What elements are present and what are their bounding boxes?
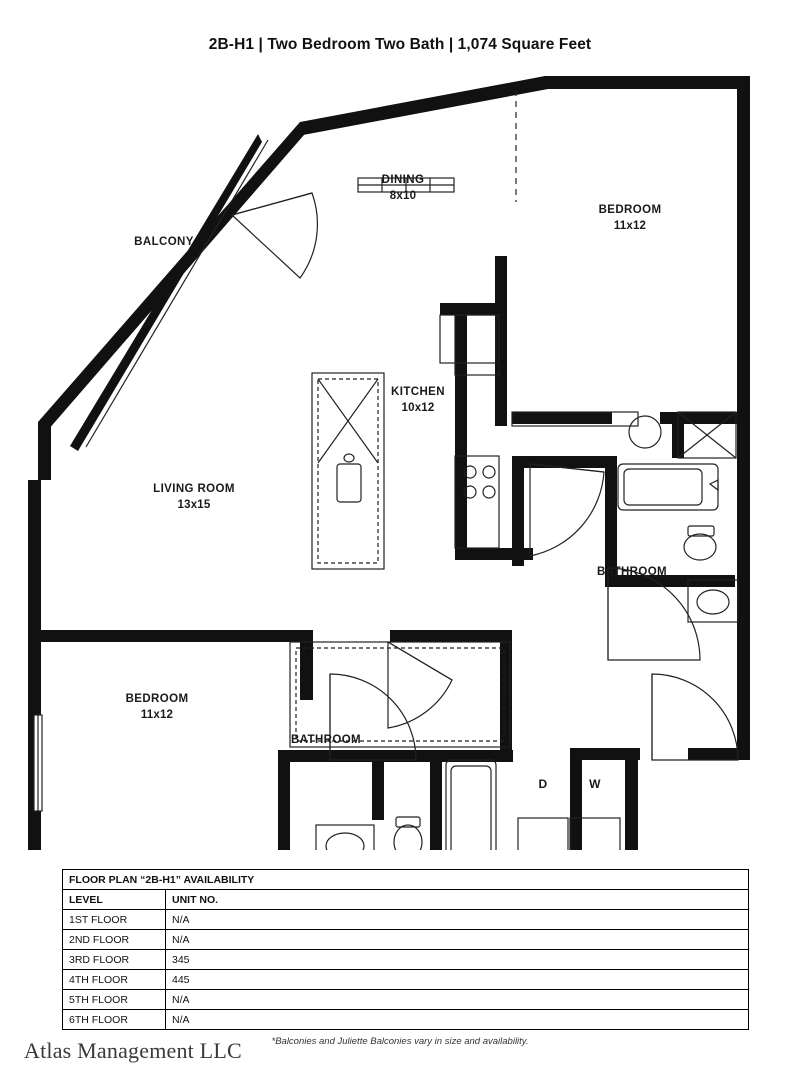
room-label-bedroom-primary: BEDROOM 11x12 — [598, 204, 662, 232]
room-label-bathroom-secondary: BATHROOM — [290, 734, 362, 746]
room-label-bedroom-secondary: BEDROOM 11x12 — [125, 693, 189, 721]
table-caption: FLOOR PLAN “2B-H1” AVAILABILITY — [63, 870, 749, 890]
column-header-unit: UNIT NO. — [166, 890, 749, 910]
cell-level: 3RD FLOOR — [63, 950, 166, 970]
cell-unit: 445 — [166, 970, 749, 990]
table-row — [63, 970, 749, 990]
table-row — [63, 910, 749, 930]
brand-wordmark: Atlas Management LLC — [24, 1038, 242, 1063]
cell-level: 2ND FLOOR — [63, 930, 166, 950]
room-label-kitchen: KITCHEN 10x12 — [391, 386, 445, 414]
footnote: *Balconies and Juliette Balconies vary in size and availability. — [271, 1036, 529, 1047]
table-header-row — [63, 890, 749, 910]
table-row — [63, 1010, 749, 1030]
cell-unit: 345 — [166, 950, 749, 970]
cell-unit: N/A — [166, 930, 749, 950]
table-row — [63, 930, 749, 950]
room-label-dining: DINING 8x10 — [381, 174, 425, 202]
cell-level: 6TH FLOOR — [63, 1010, 166, 1030]
cell-level: 1ST FLOOR — [63, 910, 166, 930]
cell-unit: N/A — [166, 990, 749, 1010]
room-label-living-room: LIVING ROOM 13x15 — [153, 483, 235, 511]
cell-unit: N/A — [166, 1010, 749, 1030]
cell-level: 4TH FLOOR — [63, 970, 166, 990]
table-row — [63, 950, 749, 970]
floor-plan-diagram — [0, 60, 800, 850]
cell-level: 5TH FLOOR — [63, 990, 166, 1010]
table-caption-row — [63, 870, 749, 890]
appliance-label-washer: W — [589, 777, 601, 791]
room-label-balcony: BALCONY — [134, 236, 194, 248]
page-title: 2B-H1 | Two Bedroom Two Bath | 1,074 Square Feet — [208, 36, 592, 53]
room-label-bathroom-primary: BATHROOM — [596, 566, 668, 578]
appliance-label-dryer: D — [538, 777, 548, 791]
cell-unit: N/A — [166, 910, 749, 930]
column-header-level: LEVEL — [63, 890, 166, 910]
availability-table — [62, 869, 749, 1030]
table-row — [63, 990, 749, 1010]
